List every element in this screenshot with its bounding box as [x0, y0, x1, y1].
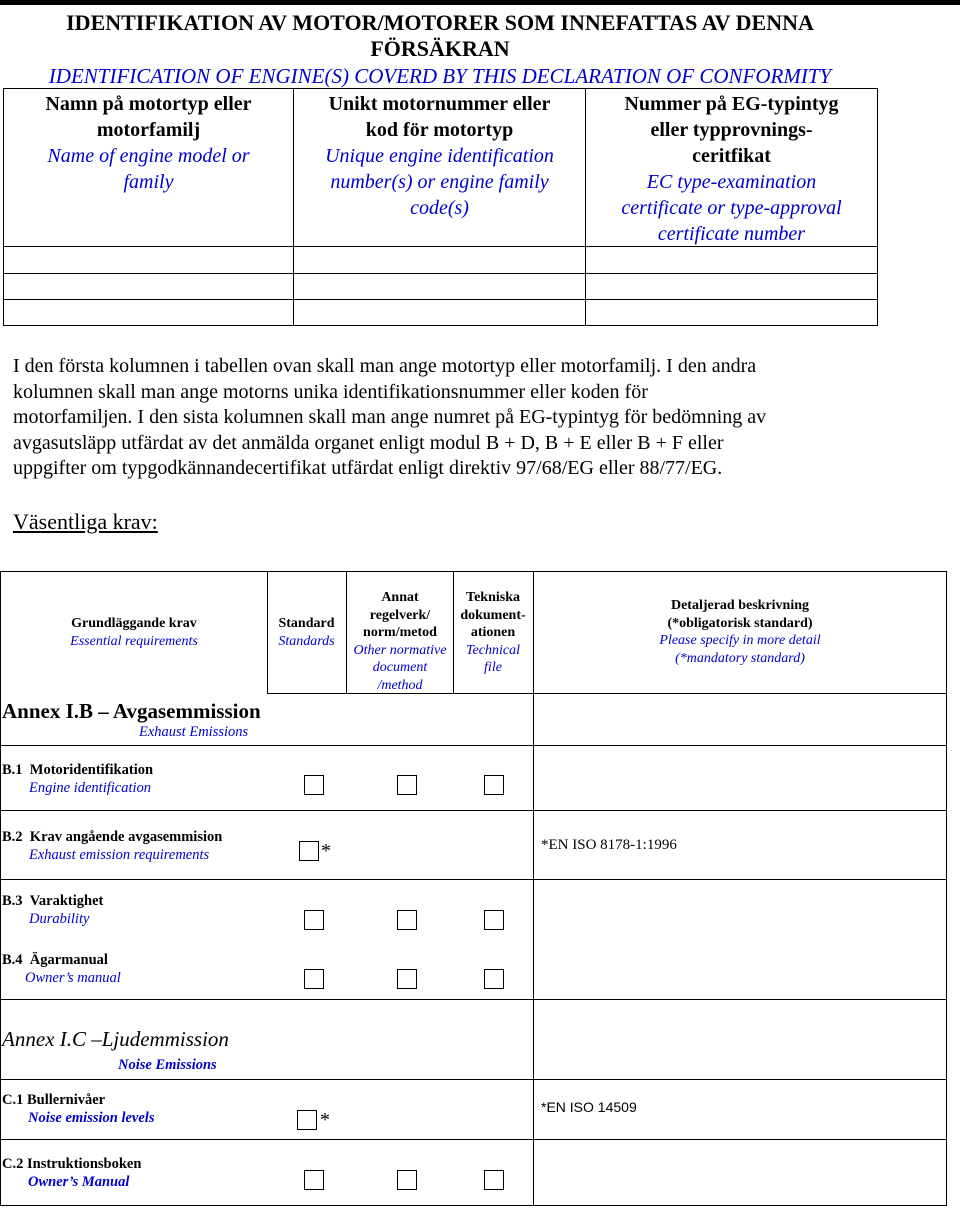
row-divider: [4, 273, 877, 274]
checkbox-b3-other[interactable]: [397, 910, 417, 930]
row-b2-label: B.2 Krav angående avgasemmision Exhaust emission requirements: [2, 829, 223, 863]
checkbox-c1-standard[interactable]: [297, 1110, 317, 1130]
instructions-paragraph: I den första kolumnen i tabellen ovan skall man ange motortyp eller motorfamilj. I den andra kolumnen skall man ange motorns unika identifikationsnummer eller koden för motorfamiljen. I den sista kolumnen skall man ange numret på EG-typintyg för bedömning av avgasutsläpp utfärdat av det anmälda organet enligt modul B + D, B + E eller B + F eller uppgifter om typgodkännandecertifikat utfärdat enligt direktiv 97/68/EG eller 88/77/EG.: [13, 355, 767, 479]
checkbox-b1-other[interactable]: [397, 775, 417, 795]
header-detailed-description: Detaljerad beskrivning (*obligatorisk standard) Please specify in more detail (*mandatory standard): [659, 598, 821, 666]
c1-standard-note: *EN ISO 14509: [541, 1099, 637, 1115]
checkbox-b3-standard[interactable]: [304, 910, 324, 930]
top-rule: [0, 0, 960, 5]
annex-b-subtitle: Exhaust Emissions: [139, 724, 249, 740]
mandatory-star: *: [321, 840, 331, 862]
annex-c-title: Annex I.C –Ljudemmission: [2, 1027, 229, 1051]
row-divider: [1, 879, 947, 880]
section-heading: Väsentliga krav:: [13, 509, 158, 534]
row-c2-label: C.2 Instruktionsboken Owner’s Manual: [2, 1156, 142, 1190]
engine-identification-table: [3, 88, 878, 326]
checkbox-b1-technical[interactable]: [484, 775, 504, 795]
checkbox-b4-technical[interactable]: [484, 969, 504, 989]
title-sv-line1: IDENTIFIKATION AV MOTOR/MOTORER SOM INNEFATTAS AV DENNA: [66, 10, 814, 35]
checkbox-c2-other[interactable]: [397, 1170, 417, 1190]
checkbox-b4-standard[interactable]: [304, 969, 324, 989]
b2-standard-note: *EN ISO 8178-1:1996: [541, 837, 677, 853]
title-sv-line2: FÖRSÄKRAN: [370, 36, 510, 61]
mandatory-star: *: [320, 1109, 330, 1131]
row-b1-label: B.1 Motoridentifikation Engine identification: [2, 762, 154, 796]
checkbox-b1-standard[interactable]: [304, 775, 324, 795]
title-en: IDENTIFICATION OF ENGINE(S) COVERD BY THIS DECLARATION OF CONFORMITY: [48, 64, 832, 88]
row-divider: [1, 1079, 947, 1080]
row-divider: [1, 999, 947, 1000]
row-c1-label: C.1 Bullernivåer Noise emission levels: [2, 1092, 155, 1126]
essential-requirements-table: [0, 571, 947, 1206]
header-engine-model: Namn på motortyp eller motorfamilj Name of engine model or family: [45, 93, 252, 193]
checkbox-c2-technical[interactable]: [484, 1170, 504, 1190]
row-divider: [1, 745, 947, 746]
header-technical-file: Tekniska dokument- ationen Technical file: [460, 590, 526, 675]
header-engine-number: Unikt motornummer eller kod för motortyp Unique engine identification number(s) or engine family code(s): [325, 93, 554, 219]
row-b4-label: B.4 Ägarmanual Owner’s manual: [2, 952, 121, 986]
checkbox-b3-technical[interactable]: [484, 910, 504, 930]
annex-b-title: Annex I.B – Avgasemmission: [2, 699, 261, 723]
row-divider: [1, 810, 947, 811]
row-b3-label: B.3 Varaktighet Durability: [2, 893, 104, 927]
header-standards: Standard Standards: [278, 616, 335, 649]
header-certificate-number: Nummer på EG-typintyg eller typprovnings- ceritfikat EC type-examination certificate or type-approval certificate number: [621, 93, 842, 245]
annex-c-subtitle: Noise Emissions: [118, 1057, 217, 1073]
checkbox-c2-standard[interactable]: [304, 1170, 324, 1190]
row-divider: [1, 1139, 947, 1140]
checkbox-b4-other[interactable]: [397, 969, 417, 989]
row-divider: [4, 299, 877, 300]
header-other-normative: Annat regelverk/ norm/metod Other normative document /method: [353, 590, 447, 693]
checkbox-b2-standard[interactable]: [299, 841, 319, 861]
header-essential-requirements: Grundläggande krav Essential requirements: [70, 616, 198, 649]
